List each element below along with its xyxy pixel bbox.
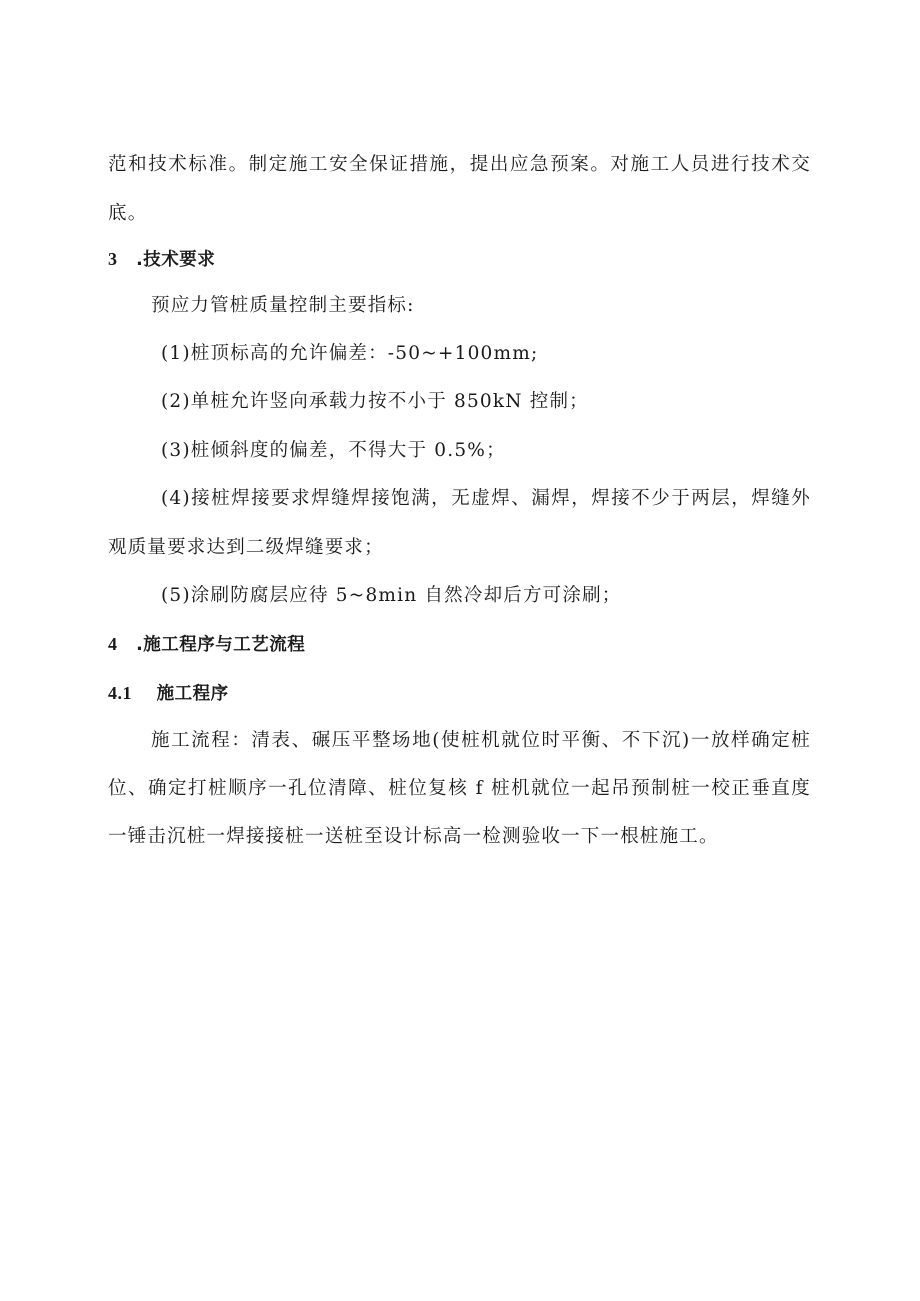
list-item-continuation: 观质量要求达到二级焊缝要求；: [108, 537, 384, 558]
subsection-title: 施工程序: [156, 684, 229, 704]
section-3-heading: [108, 246, 215, 273]
section-number: 4: [108, 634, 118, 654]
paragraph-line: 位、确定打桩顺序一孔位清障、桩位复核 f 桩机就位一起吊预制桩一校正垂直度: [108, 778, 811, 799]
section-title: .施工程序与工艺流程: [136, 635, 306, 655]
section-lead: 预应力管桩质量控制主要指标:: [151, 295, 415, 316]
list-item: (5)涂刷防腐层应待 5~8min 自然冷却后方可涂刷；: [161, 585, 622, 606]
paragraph-line: 一锤击沉桩一焊接接桩一送桩至设计标高一检测验收一下一根桩施工。: [108, 826, 719, 847]
list-item: (1)桩顶标高的允许偏差：-50~+100mm;: [161, 343, 539, 364]
section-number: 3: [108, 249, 118, 269]
paragraph-line: 施工流程：清表、碾压平整场地(使桩机就位时平衡、不下沉)一放样确定桩: [151, 730, 811, 751]
list-item: (2)单桩允许竖向承载力按不小于 850kN 控制；: [161, 391, 589, 412]
subsection-number: 4.1: [108, 683, 132, 703]
section-4-heading: [108, 631, 305, 658]
paragraph-line: 范和技术标准。制定施工安全保证措施，提出应急预案。对施工人员进行技术交: [108, 154, 811, 175]
list-item: (4)接桩焊接要求焊缝焊接饱满，无虚焊、漏焊，焊接不少于两层，焊缝外: [161, 488, 811, 509]
section-title: .技术要求: [136, 250, 216, 270]
subsection-4-1-heading: [108, 680, 229, 707]
paragraph-line: 底。: [108, 203, 148, 224]
list-item: (3)桩倾斜度的偏差，不得大于 0.5%；: [161, 440, 506, 461]
